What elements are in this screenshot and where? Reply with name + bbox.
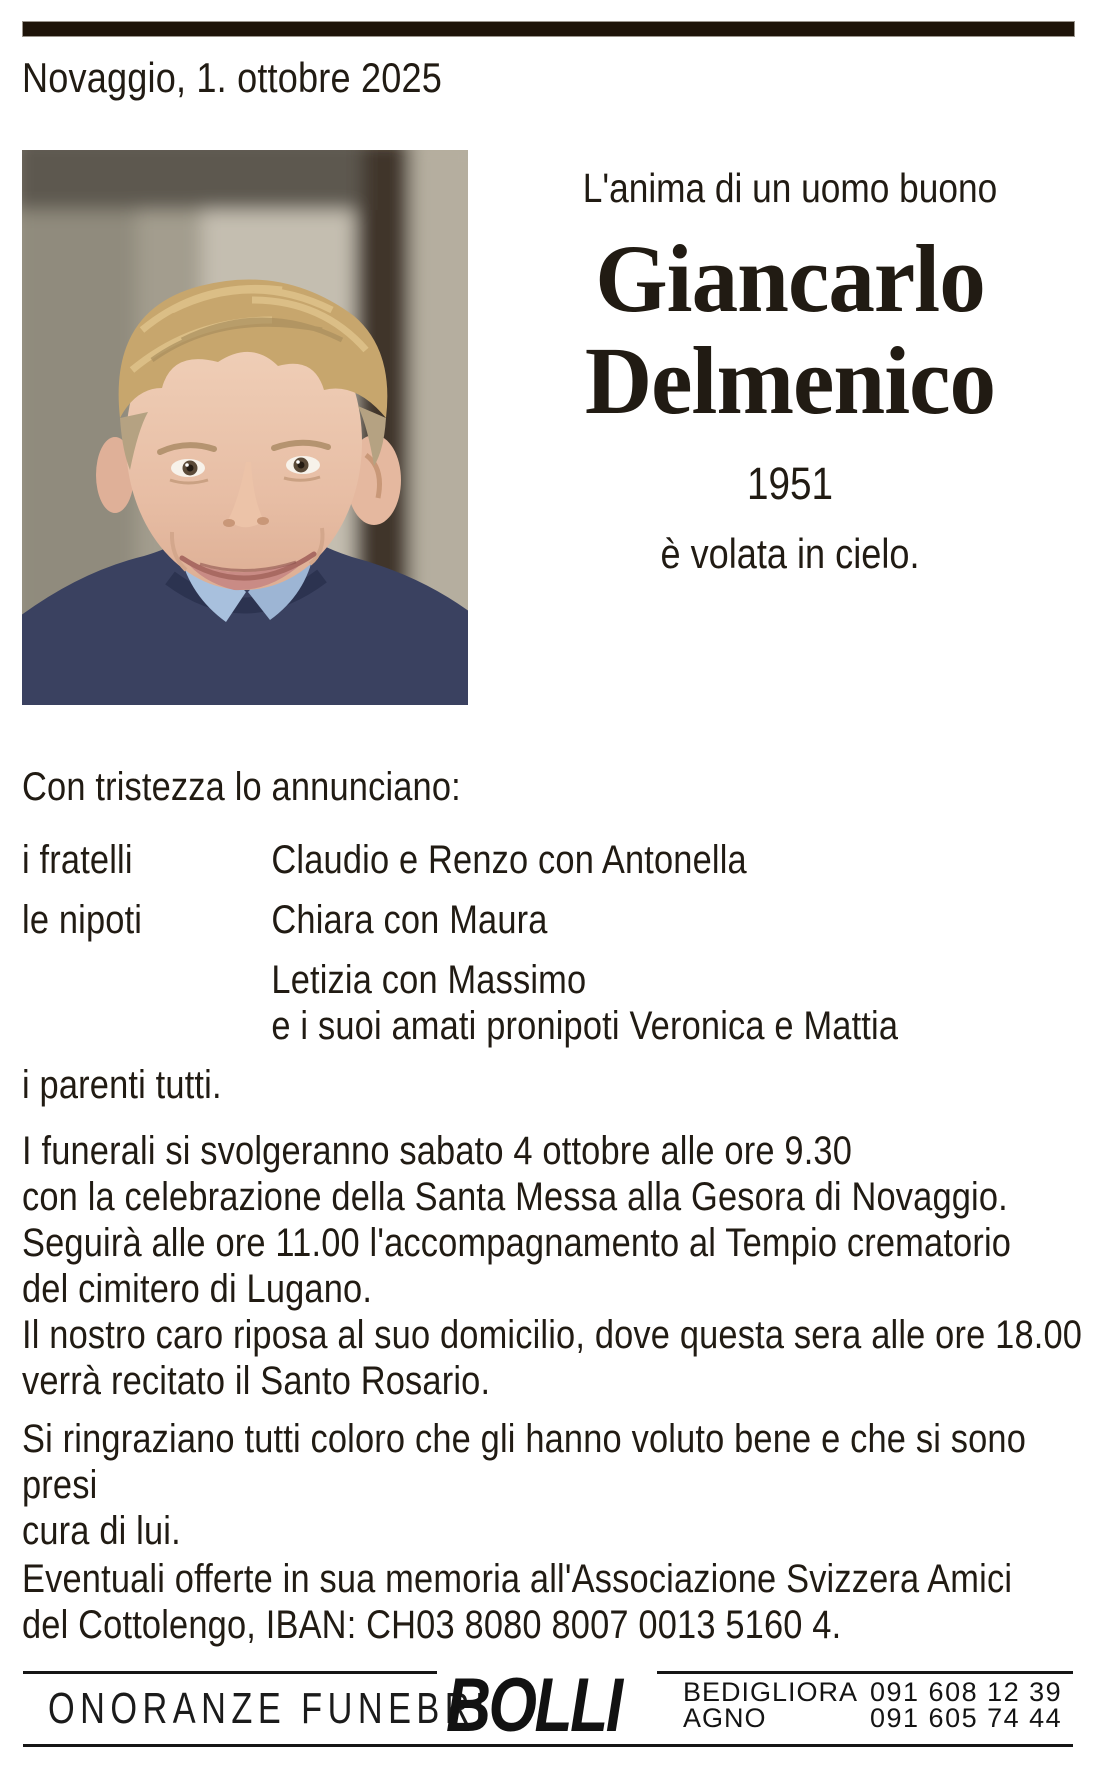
- footer-rule-right: [657, 1671, 1073, 1674]
- relation-names: Letizia con Massimo e i suoi amati pronipoti Veronica e Mattia: [271, 958, 899, 1048]
- relation-label: [22, 957, 271, 1049]
- contact-phone: 091 608 12 39: [870, 1677, 1063, 1707]
- deceased-name: [480, 225, 1101, 434]
- contact-location: AGNO: [683, 1703, 767, 1733]
- contact-row: [683, 1679, 1073, 1705]
- thanks-paragraph: Si ringraziano tutti coloro che gli hanno voluto bene e che si sono presi cura di lui.: [22, 1417, 1027, 1553]
- date-line: Novaggio, 1. ottobre 2025: [22, 54, 442, 101]
- epigraph-line: L'anima di un uomo buono: [582, 165, 998, 211]
- top-divider-bar: [22, 21, 1075, 37]
- relation-label: le nipoti: [22, 898, 143, 942]
- relation-names: Chiara con Maura: [271, 898, 548, 942]
- contact-row: [683, 1705, 1073, 1731]
- funeral-home-contacts: [683, 1679, 1073, 1731]
- passing-phrase: è volata in cielo.: [660, 530, 920, 577]
- deceased-portrait-photo: [22, 150, 468, 705]
- funeral-home-logo: BOLLI: [446, 1663, 621, 1748]
- relation-names: Claudio e Renzo con Antonella: [271, 838, 747, 882]
- contact-phone: 091 605 74 44: [870, 1703, 1063, 1733]
- relation-label: i fratelli: [22, 838, 133, 882]
- announcement-intro: Con tristezza lo annunciano:: [22, 765, 461, 809]
- relation-row-letizia: [22, 957, 1087, 1049]
- funeral-home-label: ONORANZE FUNEBRI: [48, 1684, 491, 1733]
- deceased-first-name: Giancarlo: [595, 225, 985, 332]
- announcement-closing: i parenti tutti.: [22, 1063, 222, 1107]
- deceased-last-name: Delmenico: [584, 327, 996, 434]
- contact-location: BEDIGLIORA: [683, 1677, 859, 1707]
- funeral-paragraph: I funerali si svolgeranno sabato 4 ottobre alle ore 9.30 con la celebrazione della Santa Messa alla Gesora di Novaggio. Seguirà alle ore 11.00 l'accompagnamento al Tempio crematorio del cimitero di Lugano.: [22, 1129, 1012, 1311]
- birth-year: 1951: [746, 458, 834, 509]
- wake-paragraph: Il nostro caro riposa al suo domicilio, dove questa sera alle ore 18.00 verrà recitato il Santo Rosario.: [22, 1313, 1083, 1403]
- relation-row-nieces: [22, 897, 1087, 943]
- portrait-illustration: [22, 150, 468, 705]
- footer-rule-left: [23, 1671, 437, 1674]
- relation-row-brothers: [22, 837, 1087, 883]
- donations-paragraph: Eventuali offerte in sua memoria all'Associazione Svizzera Amici del Cottolengo, IBAN: CH03 8080 8007 0013 5160 4.: [22, 1557, 1013, 1647]
